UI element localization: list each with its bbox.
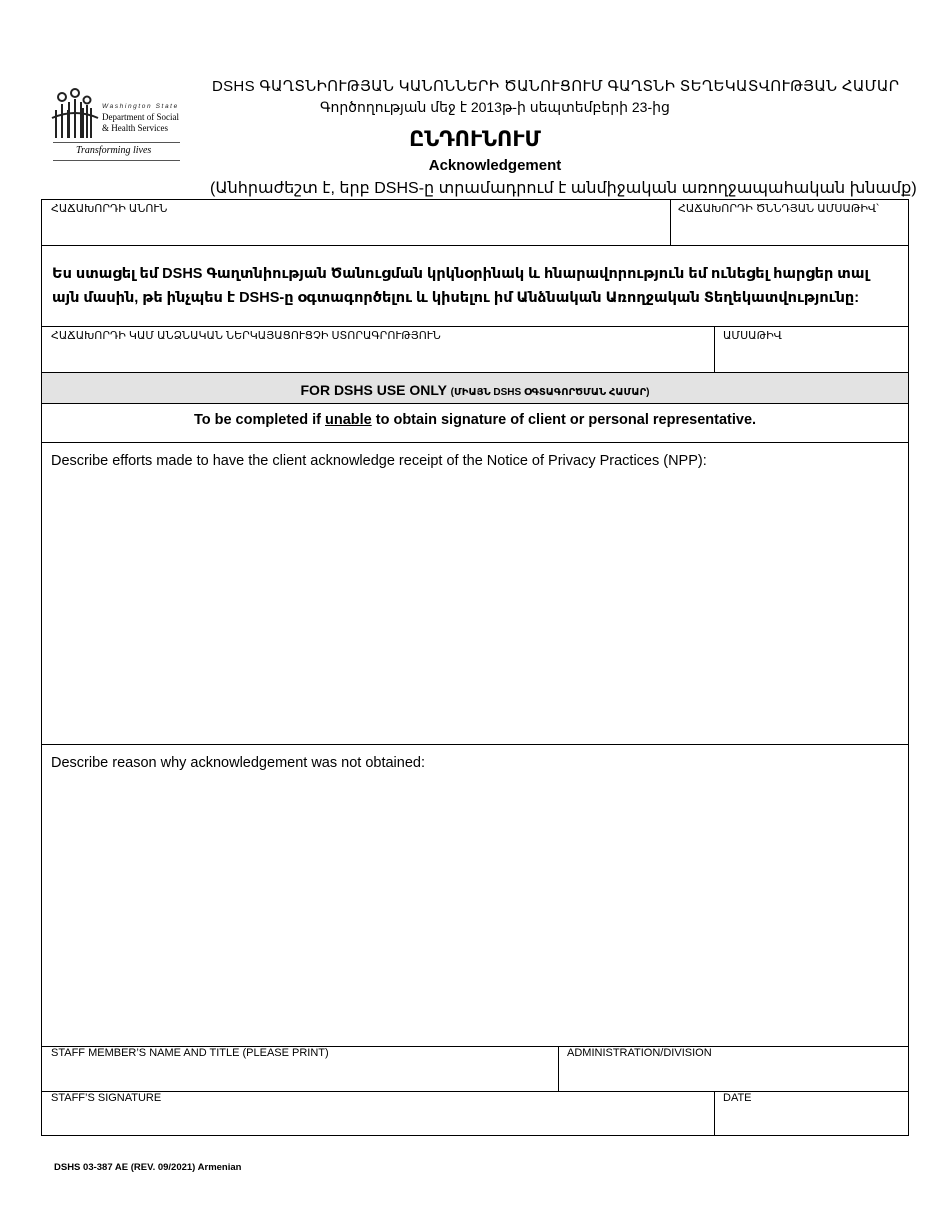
staff-signature-label: STAFF’S SIGNATURE	[51, 1092, 162, 1104]
client-name-label: ՀԱՃԱԽՈՐԴԻ ԱՆՈՒՆ	[51, 203, 168, 215]
staff-name-field[interactable]	[42, 1060, 557, 1090]
divider	[41, 245, 909, 246]
page-subtitle: Acknowledgement	[428, 157, 562, 174]
divider	[41, 744, 909, 745]
efforts-label: Describe efforts made to have the client acknowledge receipt of the Notice of Privacy Practices (NPP):	[51, 453, 707, 469]
logo-state: Washington State	[102, 103, 179, 110]
instruction-text: To be completed if	[193, 412, 325, 428]
form-header-title: DSHS ԳԱՂՏՆԻՈՒԹՅԱՆ ԿԱՆՈՆՆԵՐԻ ԾԱՆՈՒՑՈՒՄ ԳԱՂՏՆԻ ՏԵՂԵԿԱՏՎՈՒԹՅԱՆ ՀԱՄԱՐ	[212, 78, 900, 95]
client-signature-label: ՀԱՃԱԽՈՐԴԻ ԿԱՄ ԱՆՁՆԱԿԱՆ ՆԵՐԿԱՅԱՑՈՒՑՉԻ ՍՏՈՐԱԳՐՈՒԹՅՈՒՆ	[51, 330, 441, 342]
client-date-label: ԱՄՍԱԹԻՎ	[723, 330, 782, 342]
logo-department-line2: & Health Services	[102, 123, 168, 133]
staff-signature-field[interactable]	[42, 1105, 713, 1135]
instruction-emphasis: unable	[324, 412, 372, 428]
client-dob-field[interactable]	[671, 214, 907, 244]
dshs-use-heading	[42, 382, 908, 398]
client-date-field[interactable]	[715, 342, 907, 372]
divider	[41, 326, 909, 327]
staff-date-field[interactable]	[715, 1105, 907, 1135]
dshs-use-heading-armenian: (ՄԻԱՅՆ DSHS ՕԳՏԱԳՈՐԾՄԱՆ ՀԱՄԱՐ)	[450, 387, 650, 398]
logo-department-line1: Department of Social	[102, 112, 179, 122]
efforts-field[interactable]	[42, 474, 908, 742]
effective-date: Գործողության մեջ է 2013թ-ի սեպտեմբերի 23-ից	[320, 99, 670, 115]
instruction-text: to obtain signature of client or personal representative.	[371, 412, 757, 428]
divider	[41, 1091, 909, 1092]
dshs-use-heading-text: FOR DSHS USE ONLY	[300, 382, 447, 398]
logo-tagline: Transforming lives	[76, 145, 152, 156]
form-id: DSHS 03-387 AE (REV. 09/2021) Armenian	[54, 1162, 242, 1173]
staff-date-label: DATE	[723, 1092, 752, 1104]
completion-instruction	[42, 412, 908, 428]
divider	[41, 442, 909, 443]
client-dob-label: ՀԱՃԱԽՈՐԴԻ ԾՆՆԴՅԱՆ ԱՄՍԱԹԻՎ՝	[678, 203, 879, 215]
division-label: ADMINISTRATION/DIVISION	[567, 1047, 712, 1059]
reason-field[interactable]	[42, 776, 908, 1044]
client-name-field[interactable]	[42, 214, 669, 244]
dshs-logo	[50, 88, 185, 164]
division-field[interactable]	[559, 1060, 907, 1090]
staff-name-label: STAFF MEMBER’S NAME AND TITLE (PLEASE PRINT)	[51, 1047, 329, 1059]
acknowledgement-statement: Ես ստացել եմ DSHS Գաղտնիության Ծանուցման կրկնօրինակ և հնարավորություն եմ ունեցել հարցեր տալ այն մասին, թե ինչպես է DSHS-ը օգտագործելու և կիսելու իմ Անձնական Առողջական Տեղեկատվությունը:	[52, 266, 869, 306]
client-signature-field[interactable]	[42, 342, 713, 372]
divider	[41, 403, 909, 404]
page-title: ԸՆԴՈՒՆՈՒՄ	[409, 128, 541, 151]
requirement-note: (Անհրաժեշտ է, երբ DSHS-ը տրամադրում է անմիջական առողջապահական խնամք)	[210, 180, 917, 197]
reason-label: Describe reason why acknowledgement was not obtained:	[51, 755, 425, 771]
